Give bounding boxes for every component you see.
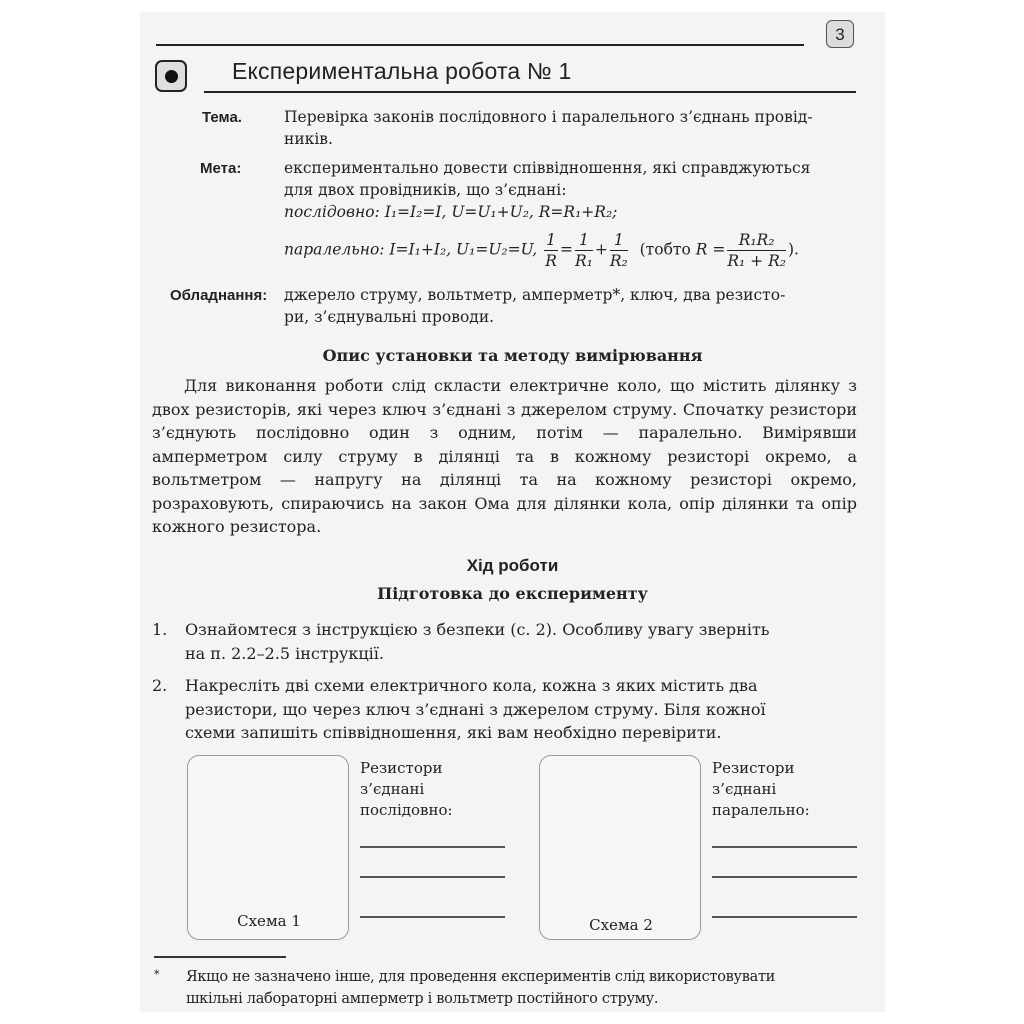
label-line: з’єднані: [360, 780, 425, 798]
footnote-line: Якщо не зазначено інше, для проведення експериментів слід використовувати: [186, 969, 776, 985]
topic-label: Тема.: [202, 109, 242, 126]
method-heading: Опис установки та методу вимірювання: [322, 346, 703, 365]
item-line: резистори, що через ключ з’єднані з джерелом струму. Біля кожної: [185, 699, 766, 719]
fraction-1-over-r2: [610, 230, 628, 271]
parallel-equations: : I=I₁+I₂, U₁=U₂=U,: [379, 240, 538, 259]
scheme-2-drawing-area[interactable]: [539, 755, 701, 940]
r-equals: R =: [695, 240, 726, 259]
answer-line[interactable]: [360, 846, 505, 848]
fraction-1-over-r: [544, 230, 558, 271]
page-title: Експериментальна робота № 1: [232, 58, 572, 84]
procedure-item-2: [152, 674, 857, 745]
filled-circle-icon: [165, 70, 178, 83]
procedure-subheading: Підготовка до експерименту: [377, 584, 648, 603]
title-rule: [204, 91, 856, 93]
footnote-rule: [154, 956, 286, 958]
equipment-line-1: джерело струму, вольтметр, амперметр*, ключ, два резисто-: [284, 286, 786, 304]
goal-label-block: [200, 157, 241, 180]
scheme-2-label: [712, 758, 810, 821]
frac-num: 1: [610, 230, 628, 251]
item-line: на п. 2.2–2.5 інструкції.: [185, 643, 384, 663]
equipment-label-block: [170, 284, 267, 307]
topic-line-2: ників.: [284, 130, 333, 148]
item-line: Ознайомтеся з інструкцією з безпеки (с. 2). Особливу увагу зверніть: [185, 620, 770, 639]
document-page: [140, 12, 885, 1012]
equals-sign: =: [559, 240, 573, 259]
label-line: паралельно:: [712, 801, 810, 819]
label-line: Резистори: [712, 759, 795, 777]
section-marker: [155, 60, 187, 92]
item-number: 2.: [152, 676, 168, 695]
page-number: 3: [826, 20, 854, 48]
method-paragraph: Для виконання роботи слід скласти електричне коло, що містить ділянку з двох резисторів, які через ключ з’єднані з джерелом струму. Спочатку резистори з’єднують послідовно один з одним, потім — паралельно. Вимірявши амперметром силу струму в ділянці та в кожному резисторі окремо, а вольтметром — напругу на ділянці та на кожному резисторі окремо, розраховують, спираючись на закон Ома для ділянки кола, опір ділянки та опір кожного резистора.: [152, 376, 857, 536]
answer-line[interactable]: [712, 846, 857, 848]
scheme-caption: Схема 2: [589, 916, 653, 934]
header-rule: [156, 44, 804, 46]
scheme-1-label: [360, 758, 453, 821]
series-equations: : I₁=I₂=I, U=U₁+U₂, R=R₁+R₂;: [374, 203, 618, 221]
item-number: 1.: [152, 620, 168, 639]
fraction-1-over-r1: [575, 230, 593, 271]
tobto-text: (тобто: [639, 240, 691, 259]
parallel-formula: [284, 230, 874, 271]
procedure-item-1: [152, 618, 857, 665]
frac-num: 1: [575, 230, 593, 251]
answer-line[interactable]: [712, 916, 857, 918]
frac-den: R₂: [609, 252, 628, 270]
answer-line[interactable]: [360, 876, 505, 878]
parallel-label: паралельно: [284, 240, 380, 259]
footnote-text: [186, 966, 876, 1010]
frac-num: R₁R₂: [727, 230, 786, 251]
goal-text: [284, 157, 864, 223]
goal-line-1: експериментально довести співвідношення, які справджуються: [284, 159, 811, 177]
goal-line-2: для двох провідників, що з’єднані:: [284, 181, 567, 199]
frac-num: 1: [546, 231, 556, 249]
footnote-mark: *: [154, 968, 160, 981]
equipment-label: Обладнання:: [170, 287, 268, 304]
frac-den: R₁ + R₂: [727, 252, 786, 270]
topic-block: [202, 106, 242, 129]
scheme-1-drawing-area[interactable]: [187, 755, 349, 940]
footnote-line: шкільні лабораторні амперметр і вольтметр постійного струму.: [186, 991, 659, 1007]
plus-sign: +: [594, 240, 608, 259]
series-formula: [284, 201, 864, 223]
frac-den: R₁: [574, 252, 593, 270]
label-line: Резистори: [360, 759, 443, 777]
answer-line[interactable]: [712, 876, 857, 878]
topic-line-1: Перевірка законів послідовного і паралельного з’єднань провід-: [284, 108, 813, 126]
procedure-heading: Хід роботи: [466, 556, 559, 575]
item-line: схеми запишіть співвідношення, які вам необхідно перевірити.: [185, 723, 722, 742]
frac-den: R: [545, 252, 557, 270]
scheme-caption: Схема 1: [237, 912, 301, 930]
fraction-parallel-resistance: [727, 230, 786, 271]
label-line: з’єднані: [712, 780, 777, 798]
label-line: послідовно:: [360, 801, 453, 819]
topic-text: [284, 106, 864, 150]
closing-paren: ).: [787, 240, 799, 259]
item-line: Накресліть дві схеми електричного кола, кожна з яких містить два: [185, 676, 758, 695]
answer-line[interactable]: [360, 916, 505, 918]
series-label: послідовно: [284, 203, 375, 221]
equipment-text: [284, 284, 864, 328]
equipment-line-2: ри, з’єднувальні проводи.: [284, 308, 495, 326]
goal-label: Мета:: [200, 160, 242, 177]
